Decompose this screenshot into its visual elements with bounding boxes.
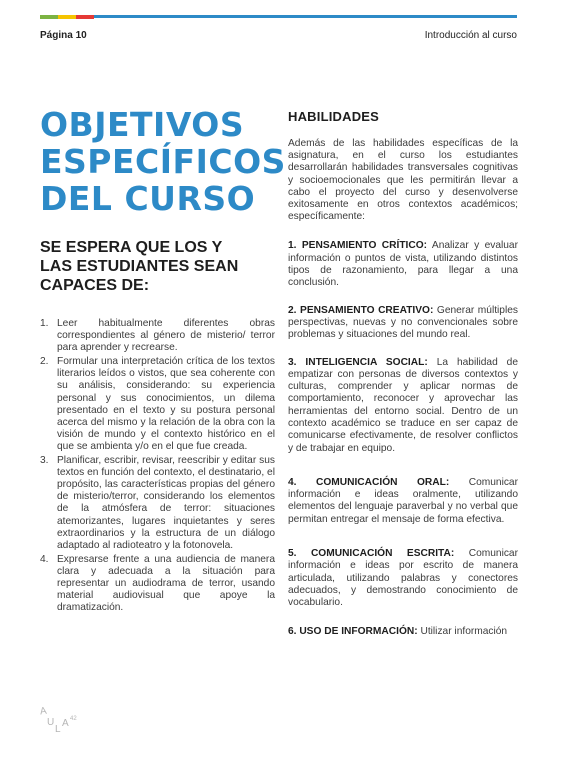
logo-letter: L [55,724,61,735]
header-rule [40,15,517,18]
subhead-line: LAS ESTUDIANTES SEAN [40,258,239,275]
skills-intro: Además de las habilidades específicas de la asignatura, en el curso los estudiantes desarrollarán habilidades transversales cognitivas y socioemocionales que les permitirán llevar a cabo el proyecto del curso y desenvolverse exitosamente en otros contextos académicos; específicamente: [288,138,518,223]
skill-item [288,548,518,609]
list-number: 4. [40,553,49,565]
logo-superscript: 42 [70,716,77,722]
list-number: 2. [40,356,49,368]
aula-logo-icon [38,702,78,736]
skills-column [288,109,518,638]
color-stripe-yellow [58,15,76,19]
list-number: 1. [40,318,49,329]
logo-letter: A [39,705,48,718]
color-stripe-red [76,15,94,19]
skill-text: Utilizar información [420,625,508,637]
color-stripe-green [40,15,58,19]
skill-text: La habilidad de empatizar con personas de diversos contextos y culturas, comprender y aplicar normas de comportamiento, reconocer y aprovechar las herramientas del entorno social. Dentro de un contexto académico se traduce en ser capaz de comunicarse efectivamente, de resolver conflictos y de trabajar en equipo. [288,356,518,454]
skill-item [288,626,518,638]
subhead-line: CAPACES DE: [40,277,150,294]
objectives-list [40,318,275,614]
logo-letter: U [47,717,55,728]
list-number: 3. [40,455,49,467]
list-item [40,318,275,354]
page-number: Página 10 [40,30,87,41]
section-title: Introducción al curso [424,30,517,41]
skill-item [288,477,518,526]
list-text: Expresarse frente a una audiencia de manera clara y adecuada a la situación para representar un audiodrama de terror, usando material audiovisual que apoye la dramatización. [57,553,275,614]
subhead-line: SE ESPERA QUE LOS Y [40,239,223,256]
objectives-subheading [40,238,275,295]
skill-text: Generar múltiples perspectivas, nuevas y no convencionales sobre problemas y situaciones del mundo real. [288,304,518,341]
list-item [40,455,275,552]
skill-label: 2. PENSAMIENTO CREATIVO: [288,304,434,316]
skill-text: Analizar y evaluar información o puntos de vista, utilizando distintos tipos de razonamiento, para llegar a una conclusión. [288,240,518,289]
logo-letter: A [62,718,69,729]
title-line: ESPECÍFICOS [40,142,286,181]
skill-text: Comunicar información e ideas por escrito de manera articulada, utilizando palabras y conectores adecuados, y demostrando conocimiento de vocabulario. [288,548,518,609]
skills-heading: HABILIDADES [288,109,380,124]
skill-item [288,357,518,455]
list-item [40,356,275,453]
title-line: OBJETIVOS [40,105,245,144]
list-item [40,554,275,614]
list-text: Planificar, escribir, revisar, reescribir y editar sus textos en función del contexto, el destinatario, el propósito, las características propias del género de misterio/terror, considerando los elementos de la atmósfera de terror: situaciones atemorizantes, lugares inquietantes y seres extraordinarios y la estructura de un diálogo adaptado al radioteatro y la fotonovela. [57,455,275,551]
skill-label: 5. COMUNICACIÓN ESCRITA: [288,548,455,560]
skill-item [288,305,518,342]
skill-label: 3. INTELIGENCIA SOCIAL: [288,356,428,368]
skill-label: 6. USO DE INFORMACIÓN: [288,625,418,637]
skill-item [288,240,518,289]
list-text: Leer habitualmente diferentes obras correspondientes al género de misterio/ terror para aprender y recrearse. [57,318,275,354]
title-line: DEL CURSO [40,179,256,218]
skill-label: 4. COMUNICACIÓN ORAL: [288,476,450,488]
objectives-column [40,105,286,616]
skill-label: 1. PENSAMIENTO CRÍTICO: [288,240,428,252]
list-text: Formular una interpretación crítica de los textos literarios leídos o vistos, que sea coherente con su análisis, considerando: su experiencia personal y sus conocimientos, un dilema presentado en el texto y su postura personal acerca del mismo y la relación de la obra con la visión de mundo y el contexto histórico en el que se ambienta y/o en el que fue creada. [57,356,275,452]
skill-text: Comunicar información e ideas oralmente, utilizando elementos del lenguaje paraverbal y no verbal que permitan entregar el mensaje de forma efectiva. [288,476,518,525]
page-title [40,105,286,218]
